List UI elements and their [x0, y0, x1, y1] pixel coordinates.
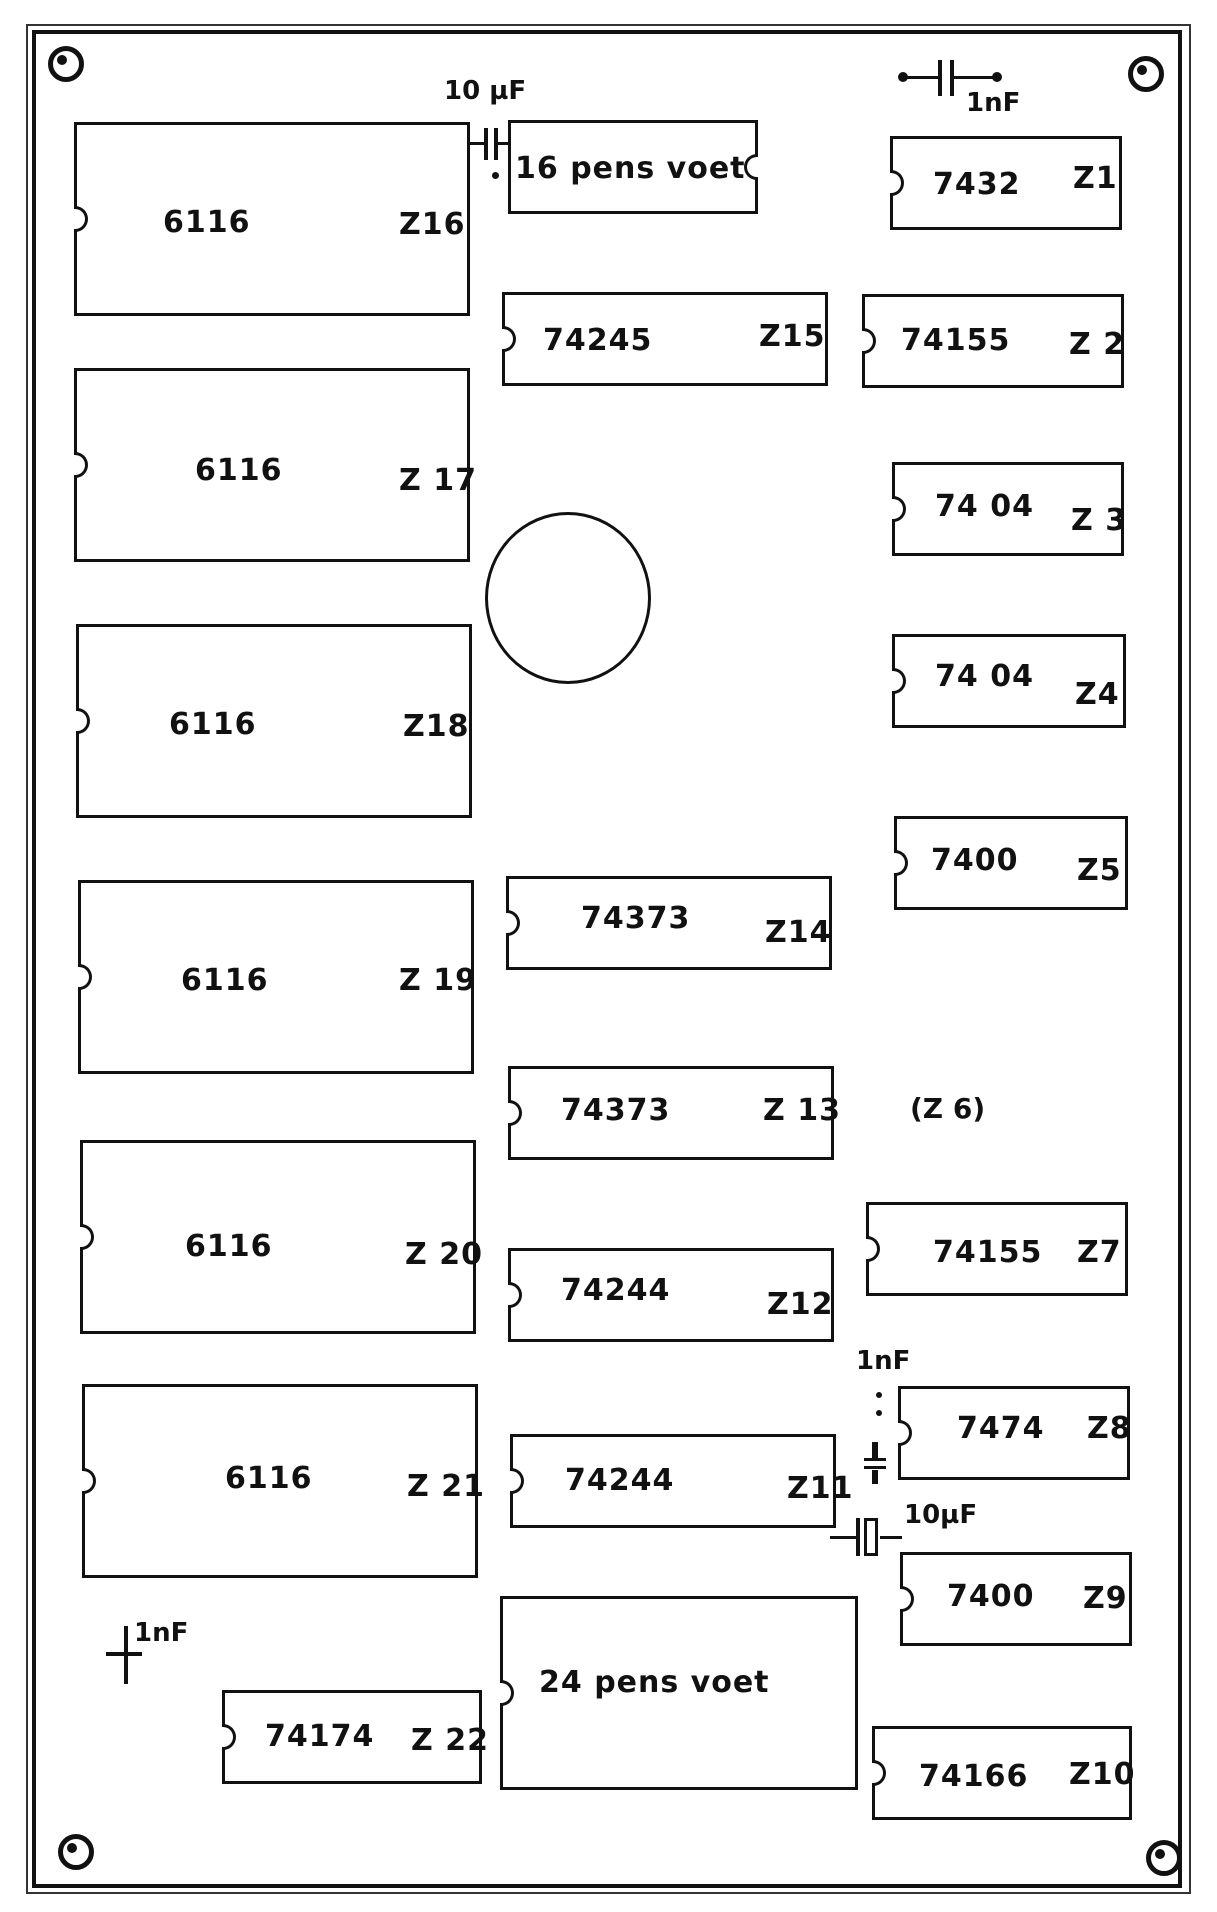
chip-z7	[866, 1202, 1128, 1296]
mounting-hole-top-left	[48, 46, 84, 82]
notch	[862, 328, 876, 354]
notch	[74, 206, 88, 232]
chip-z20	[80, 1140, 483, 1334]
mounting-hole-bottom-left	[58, 1834, 94, 1870]
chip-ref: Z1	[1073, 161, 1118, 196]
chip-ref: Z8	[1087, 1411, 1132, 1446]
cap-1nf-top-label: 1nF	[966, 88, 1021, 118]
notch	[890, 170, 904, 196]
chip-type: 6116	[163, 205, 251, 240]
chip-type: 74155	[901, 323, 1011, 358]
chip-ref: Z 20	[405, 1237, 483, 1272]
capacitor-10uf-mid-symbol	[830, 1512, 910, 1562]
chip-z9	[900, 1552, 1132, 1646]
notch	[894, 850, 908, 876]
notch	[76, 708, 90, 734]
chip-type: 7400	[931, 843, 1019, 878]
capacitor-1nf-mid-symbol	[856, 1386, 896, 1496]
notch	[78, 964, 92, 990]
chip-type: 7432	[933, 167, 1021, 202]
chip-z16	[74, 122, 470, 316]
chip-type: 6116	[169, 707, 257, 742]
chip-z2	[862, 294, 1124, 388]
cap-1nf-mid-label: 1nF	[856, 1346, 911, 1376]
chip-z8	[898, 1386, 1130, 1480]
chip-z1	[890, 136, 1122, 230]
chip-ref: Z12	[767, 1287, 834, 1322]
notch	[900, 1586, 914, 1612]
chip-type: 74155	[933, 1235, 1043, 1270]
chip-ref: Z 2	[1069, 327, 1126, 362]
notch	[892, 496, 906, 522]
notch	[872, 1760, 886, 1786]
chip-ref: Z11	[787, 1471, 854, 1506]
notch	[508, 1100, 522, 1126]
chip-type: 6116	[195, 453, 283, 488]
chip-ref: Z14	[765, 915, 832, 950]
chip-z21	[82, 1384, 485, 1578]
chip-type: 74373	[561, 1093, 671, 1128]
chip-z19	[78, 880, 477, 1074]
notch	[744, 154, 758, 180]
speaker-circle	[485, 512, 651, 684]
chip-ref: Z18	[403, 709, 470, 744]
chip-socket-16-pin	[508, 120, 758, 214]
chip-type: 7400	[947, 1579, 1035, 1614]
chip-type: 74 04	[935, 489, 1034, 524]
chip-ref: Z16	[399, 207, 466, 242]
notch	[510, 1468, 524, 1494]
chip-z17	[74, 368, 477, 562]
cap-1nf-bottom-label: 1nF	[134, 1618, 189, 1648]
chip-z18	[76, 624, 472, 818]
chip-type: 74373	[581, 901, 691, 936]
cap-10uf-top-label: 10 µF	[444, 76, 527, 106]
chip-ref: Z 3	[1071, 503, 1128, 538]
chip-ref: Z 21	[407, 1469, 485, 1504]
chip-ref: Z 22	[411, 1723, 489, 1758]
notch	[82, 1468, 96, 1494]
notch	[892, 668, 906, 694]
chip-socket-24-pin	[500, 1596, 858, 1790]
chip-type: 6116	[225, 1461, 313, 1496]
chip-z10	[872, 1726, 1136, 1820]
notch	[80, 1224, 94, 1250]
notch	[502, 326, 516, 352]
z6-placeholder-label: (Z 6)	[910, 1092, 986, 1125]
chip-ref: Z9	[1083, 1581, 1128, 1616]
notch	[506, 910, 520, 936]
chip-ref: Z10	[1069, 1757, 1136, 1792]
chip-z4	[892, 634, 1126, 728]
chip-z13	[508, 1066, 841, 1160]
chip-ref: Z5	[1077, 853, 1122, 888]
chip-z15	[502, 292, 828, 386]
notch	[500, 1680, 514, 1706]
chip-type: 6116	[185, 1229, 273, 1264]
chip-z22	[222, 1690, 489, 1784]
chip-type: 74 04	[935, 659, 1034, 694]
chip-z12	[508, 1248, 834, 1342]
chip-type: 24 pens voet	[539, 1665, 770, 1700]
mounting-hole-top-right	[1128, 56, 1164, 92]
chip-type: 6116	[181, 963, 269, 998]
chip-ref: Z 13	[763, 1093, 841, 1128]
chip-type: 74245	[543, 323, 653, 358]
chip-z11	[510, 1434, 854, 1528]
notch	[898, 1420, 912, 1446]
notch	[508, 1282, 522, 1308]
chip-ref: Z 19	[399, 963, 477, 998]
chip-z14	[506, 876, 832, 970]
chip-ref: Z7	[1077, 1235, 1122, 1270]
mounting-hole-bottom-right	[1146, 1840, 1182, 1876]
capacitor-10uf-top-symbol	[470, 120, 510, 180]
chip-type: 16 pens voet	[515, 151, 746, 186]
chip-type: 7474	[957, 1411, 1045, 1446]
chip-z3	[892, 462, 1128, 556]
chip-ref: Z15	[759, 319, 826, 354]
notch	[866, 1236, 880, 1262]
notch	[74, 452, 88, 478]
chip-type: 74244	[565, 1463, 675, 1498]
chip-z5	[894, 816, 1128, 910]
chip-type: 74174	[265, 1719, 375, 1754]
chip-type: 74166	[919, 1759, 1029, 1794]
notch	[222, 1724, 236, 1750]
chip-ref: Z 17	[399, 463, 477, 498]
chip-type: 74244	[561, 1273, 671, 1308]
cap-10uf-mid-label: 10µF	[904, 1500, 978, 1530]
chip-ref: Z4	[1075, 677, 1120, 712]
